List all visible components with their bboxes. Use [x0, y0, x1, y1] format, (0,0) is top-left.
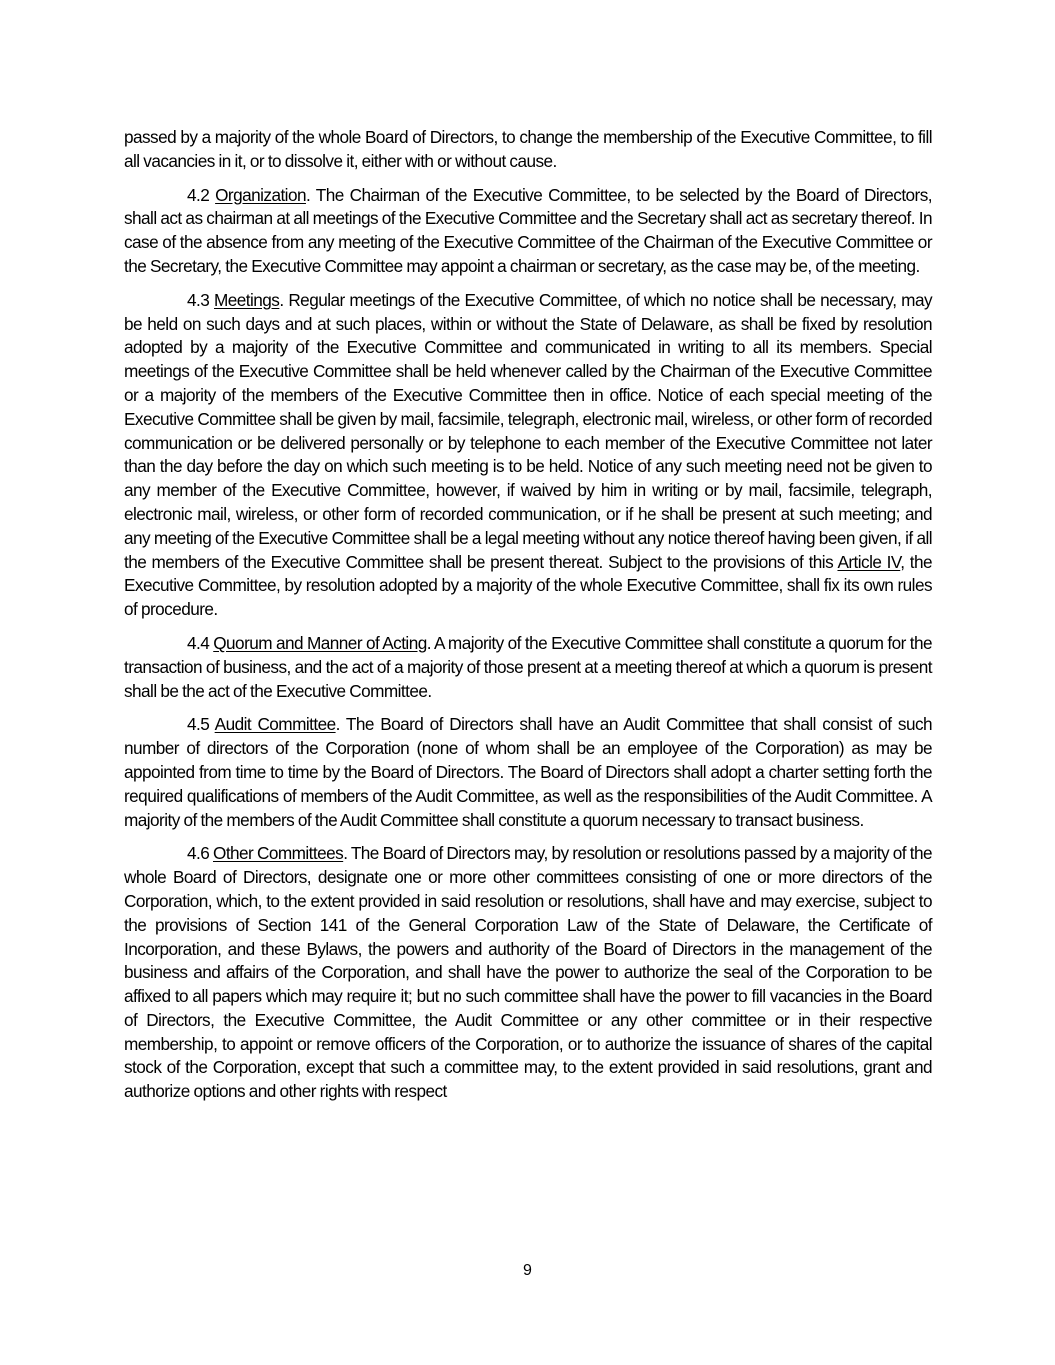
section-number: 4.2 — [187, 184, 216, 205]
paragraph-text-after: , the Executive Committee, by resolution adopted by a majority of the whole Executive Committee, shall fix its own rules of procedure. — [124, 551, 932, 620]
section-heading: Audit Committee — [214, 714, 336, 735]
section-4-4-quorum — [124, 632, 932, 703]
section-number: 4.5 — [187, 714, 215, 735]
section-number: 4.3 — [187, 289, 214, 310]
section-number: 4.4 — [187, 632, 214, 653]
section-heading: Other Committees — [213, 843, 344, 864]
section-4-5-audit-committee — [124, 713, 932, 832]
section-heading: Quorum and Manner of Acting — [213, 632, 427, 653]
paragraph-text: . The Board of Directors shall have an Audit Committee that shall consist of such number of directors of the Corporation (none of whom shall be an employee of the Corporation) as may be appointed from time to time by the Board of Directors. The Board of Directors shall adopt a charter setting forth the required qualifications of members of the Audit Committee, as well as the responsibilities of the Audit Committee. A majority of the members of the Audit Committee shall constitute a quorum necessary to transact business. — [124, 714, 932, 830]
section-4-3-meetings — [124, 289, 932, 622]
paragraph-continued — [124, 126, 932, 174]
article-reference-link[interactable]: Article IV — [837, 551, 901, 572]
paragraph-text: . The Chairman of the Executive Committee, to be selected by the Board of Directors, shall act as chairman at all meetings of the Executive Committee and the Secretary shall act as secretary thereof. In case of the absence from any meeting of the Executive Committee of the Chairman of the Executive Committee or the Secretary, the Executive Committee may appoint a chairman or secretary, as the case may be, of the meeting. — [124, 184, 932, 276]
paragraph-text: . A majority of the Executive Committee shall constitute a quorum for the transaction of business, and the act of a majority of those present at a meeting thereof at which a quorum is present shall be the act of the Executive Committee. — [124, 632, 933, 701]
section-4-2-organization — [124, 184, 932, 279]
section-heading: Meetings — [214, 289, 280, 310]
paragraph-text: . Regular meetings of the Executive Committee, of which no notice shall be necessary, may be held on such days and at such places, within or without the State of Delaware, as shall be fixed by resolution adopted by a majority of the Executive Committee and communicated in writing to all its members. Special meetings of the Executive Committee shall be held whenever called by the Chairman of the Executive Committee or a majority of the members of the Executive Committee then in office. Notice of each special meeting of the Executive Committee shall be given by mail, facsimile, telegraph, electronic mail, wireless, or other form of recorded communication or be delivered personally or by telephone to each member of the Executive Committee not later than the day before the day on which such meeting is to be held. Notice of any such meeting need not be given to any member of the Executive Committee, however, if waived by him in writing or by mail, facsimile, telegraph, electronic mail, wireless, or other form of recorded communication, or if he shall be present at such meeting; and any meeting of the Executive Committee shall be a legal meeting without any notice thereof having been given, if all the members of the Executive Committee shall be present thereat. Subject to the provisions of this — [124, 289, 932, 572]
document-page — [124, 126, 932, 1114]
section-4-6-other-committees — [124, 842, 932, 1104]
page-number: 9 — [523, 1262, 532, 1279]
section-number: 4.6 — [187, 843, 213, 864]
paragraph-text: passed by a majority of the whole Board of Directors, to change the membership of the Executive Committee, to fill all vacancies in it, or to dissolve it, either with or without cause. — [124, 127, 932, 171]
paragraph-text: . The Board of Directors may, by resolution or resolutions passed by a majority of the whole Board of Directors, designate one or more other committees consisting of one or more directors of the Corporation, which, to the extent provided in said resolution or resolutions, shall have and may exercise, subject to the provisions of Section 141 of the General Corporation Law of the State of Delaware, the Certificate of Incorporation, and these Bylaws, the powers and authority of the Board of Directors in the management of the business and affairs of the Corporation, and shall have the power to authorize the seal of the Corporation to be affixed to all papers which may require it; but no such committee shall have the power to fill vacancies in the Board of Directors, the Executive Committee, the Audit Committee or any other committee or in their respective membership, to appoint or remove officers of the Corporation, or to authorize the issuance of shares of the capital stock of the Corporation, except that such a committee may, to the extent provided in said resolutions, grant and authorize options and other rights with respect — [124, 843, 932, 1102]
section-heading: Organization — [215, 184, 306, 205]
